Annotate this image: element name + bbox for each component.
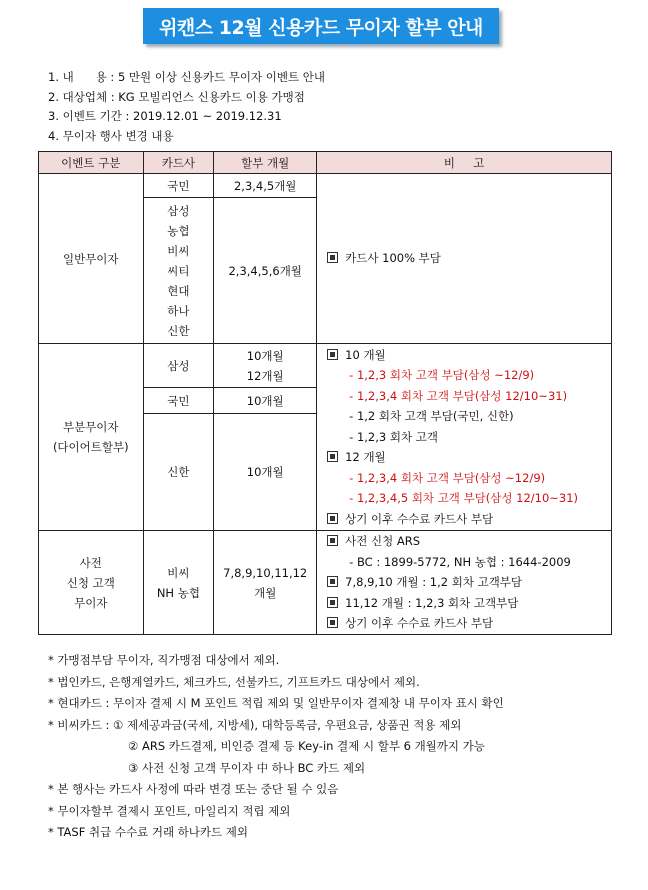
checkbox-icon bbox=[327, 617, 338, 628]
checkbox-icon bbox=[327, 349, 338, 360]
header-remarks: 비 고 bbox=[317, 152, 612, 174]
checkbox-icon bbox=[327, 535, 338, 546]
partial-card-1: 삼성 bbox=[143, 344, 214, 388]
event-table bbox=[38, 151, 612, 635]
general-label: 일반무이자 bbox=[39, 174, 144, 344]
advance-cards: 비씨 NH 농협 bbox=[143, 531, 214, 635]
header-event-type: 이벤트 구분 bbox=[39, 152, 144, 174]
checkbox-icon bbox=[327, 513, 338, 524]
checkbox-icon bbox=[327, 451, 338, 462]
partial-months-3: 10개월 bbox=[214, 414, 317, 531]
footer-item: ③ 사전 신청 고객 무이자 中 하나 BC 카드 제외 bbox=[128, 760, 366, 775]
advance-note: 사전 신청 ARS - BC : 1899-5772, NH 농협 : 1644-2009 7,8,9,10 개월 : 1,2 회차 고객부담 11,12 개월 : 1,2,3 회차 고객부담 상기 이후 수수료 카드사 부담 bbox=[317, 531, 612, 635]
footer-notes bbox=[48, 650, 504, 844]
partial-note: 10 개월 - 1,2,3 회차 고객 부담(삼성 ~12/9) - 1,2,3,4 회차 고객 부담(삼성 12/10~31) - 1,2 회차 고객 부담(국민, 신한) - 1,2,3 회차 고객 12 개월 - 1,2,3,4 회차 고객 부담(삼성 ~12/9) - 1,2,3,4,5 회차 고객 부담(삼성 12/10~31) 상기 이후 수수료 카드사 부담 bbox=[317, 344, 612, 531]
table-row bbox=[39, 531, 612, 635]
intro-item: 1. 내 용 : 5 만원 이상 신용카드 무이자 이벤트 안내 bbox=[48, 70, 325, 84]
table-row bbox=[39, 174, 612, 198]
intro-item: 4. 무이자 행사 변경 내용 bbox=[48, 128, 174, 143]
general-months-1: 2,3,4,5개월 bbox=[214, 174, 317, 198]
footer-item: * 법인카드, 은행계열카드, 체크카드, 선불카드, 기프트카드 대상에서 제외. bbox=[48, 674, 420, 689]
checkbox-icon bbox=[327, 252, 338, 263]
footer-item: * TASF 취급 수수료 거래 하나카드 제외 bbox=[48, 825, 249, 839]
header-card-company: 카드사 bbox=[143, 152, 214, 174]
header-installment-months: 할부 개월 bbox=[214, 152, 317, 174]
footer-item: * 본 행사는 카드사 사정에 따라 변경 또는 중단 될 수 있음 bbox=[48, 782, 339, 796]
checkbox-icon bbox=[327, 576, 338, 587]
partial-months-1: 10개월 12개월 bbox=[214, 344, 317, 388]
partial-card-2: 국민 bbox=[143, 388, 214, 414]
footer-item: * 비씨카드 : ① 제세공과금(국세, 지방세), 대학등록금, 우편요금, 상품권 적용 제외 bbox=[48, 717, 462, 732]
advance-months: 7,8,9,10,11,12 개월 bbox=[214, 531, 317, 635]
partial-months-2: 10개월 bbox=[214, 388, 317, 414]
intro-item: 2. 대상업체 : KG 모빌리언스 신용카드 이용 가맹점 bbox=[48, 89, 305, 104]
table-row bbox=[39, 344, 612, 388]
intro-list bbox=[48, 68, 325, 146]
general-card-1: 국민 bbox=[143, 174, 214, 198]
general-note: 카드사 100% 부담 bbox=[317, 174, 612, 344]
advance-label: 사전 신청 고객 무이자 bbox=[39, 531, 144, 635]
page-title: 위캔스 12월 신용카드 무이자 할부 안내 bbox=[143, 8, 499, 44]
general-months-2: 2,3,4,5,6개월 bbox=[214, 198, 317, 344]
checkbox-icon bbox=[327, 597, 338, 608]
intro-item: 3. 이벤트 기간 : 2019.12.01 ~ 2019.12.31 bbox=[48, 109, 282, 123]
footer-item: * 무이자할부 결제시 포인트, 마일리지 적립 제외 bbox=[48, 803, 291, 818]
footer-item: ② ARS 카드결제, 비인증 결제 등 Key-in 결제 시 할부 6 개월까지 가능 bbox=[128, 739, 485, 753]
partial-card-3: 신한 bbox=[143, 414, 214, 531]
table-header-row bbox=[39, 152, 612, 174]
footer-item: * 현대카드 : 무이자 결제 시 M 포인트 적립 제외 및 일반무이자 결제창 내 무이자 표시 확인 bbox=[48, 696, 504, 710]
general-cards-2: 삼성 농협 비씨 씨티 현대 하나 신한 bbox=[143, 198, 214, 344]
partial-label: 부분무이자 (다이어트할부) bbox=[39, 344, 144, 531]
footer-item: * 가맹점부담 무이자, 직가맹점 대상에서 제외. bbox=[48, 653, 280, 667]
